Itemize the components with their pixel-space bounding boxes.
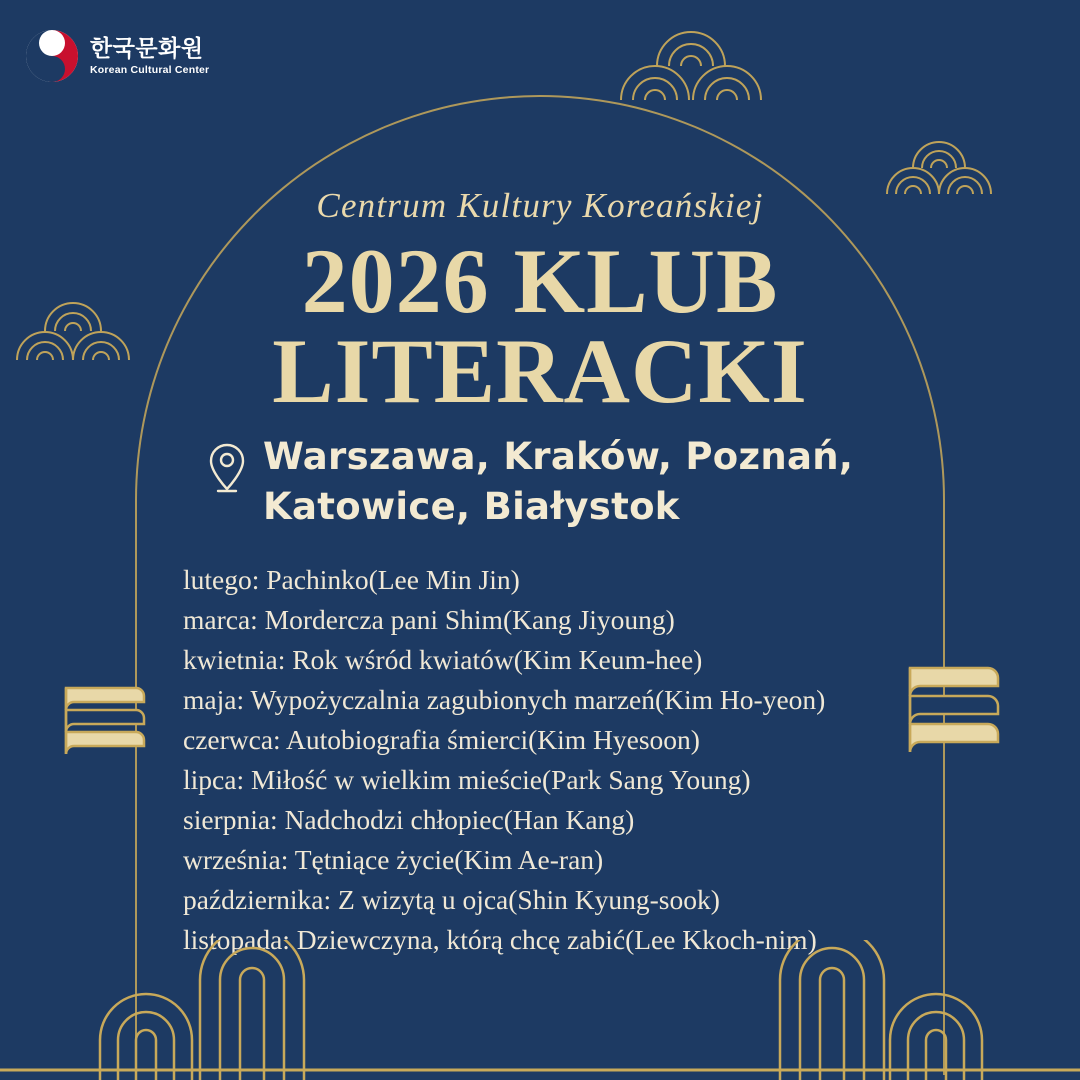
cloud-wave-icon xyxy=(616,30,766,107)
map-pin-icon xyxy=(205,440,249,501)
book-stack-icon xyxy=(58,662,178,767)
logo xyxy=(24,28,209,84)
list-item: listopada: Dziewczyna, którą chcę zabić(Lee Kkoch-nim) xyxy=(183,924,817,955)
location-line-1: Warszawa, Kraków, Poznań, xyxy=(263,435,854,478)
logo-name-kr: 한국문화원 xyxy=(90,34,204,61)
location-block xyxy=(205,432,905,532)
subtitle: Centrum Kultury Koreańskiej xyxy=(316,186,764,225)
title-line-2: LITERACKI xyxy=(272,320,808,423)
list-item: września: Tętniące życie(Kim Ae-ran) xyxy=(183,844,604,875)
arch-pattern-icon xyxy=(0,940,1080,1080)
list-item: marca: Mordercza pani Shim(Kang Jiyoung) xyxy=(183,604,675,635)
list-item: kwietnia: Rok wśród kwiatów(Kim Keum-hee) xyxy=(183,644,703,675)
schedule-list xyxy=(183,560,943,960)
list-item: sierpnia: Nadchodzi chłopiec(Han Kang) xyxy=(183,804,635,835)
book-stack-icon xyxy=(896,652,1026,767)
taegeuk-icon xyxy=(24,28,80,84)
title-line-1: 2026 KLUB xyxy=(301,230,779,332)
list-item: maja: Wypożyczalnia zagubionych marzeń(Kim Ho-yeon) xyxy=(183,684,826,715)
location-text xyxy=(263,432,853,532)
list-item: października: Z wizytą u ojca(Shin Kyung-sook) xyxy=(183,884,720,915)
list-item: lutego: Pachinko(Lee Min Jin) xyxy=(183,564,520,595)
page-title xyxy=(0,230,1080,423)
logo-name-en: Korean Cultural Center xyxy=(90,63,210,76)
location-line-2: Katowice, Białystok xyxy=(263,484,680,528)
list-item: czerwca: Autobiografia śmierci(Kim Hyesoon) xyxy=(183,724,700,755)
list-item: lipca: Miłość w wielkim mieście(Park Sang Young) xyxy=(183,764,751,795)
